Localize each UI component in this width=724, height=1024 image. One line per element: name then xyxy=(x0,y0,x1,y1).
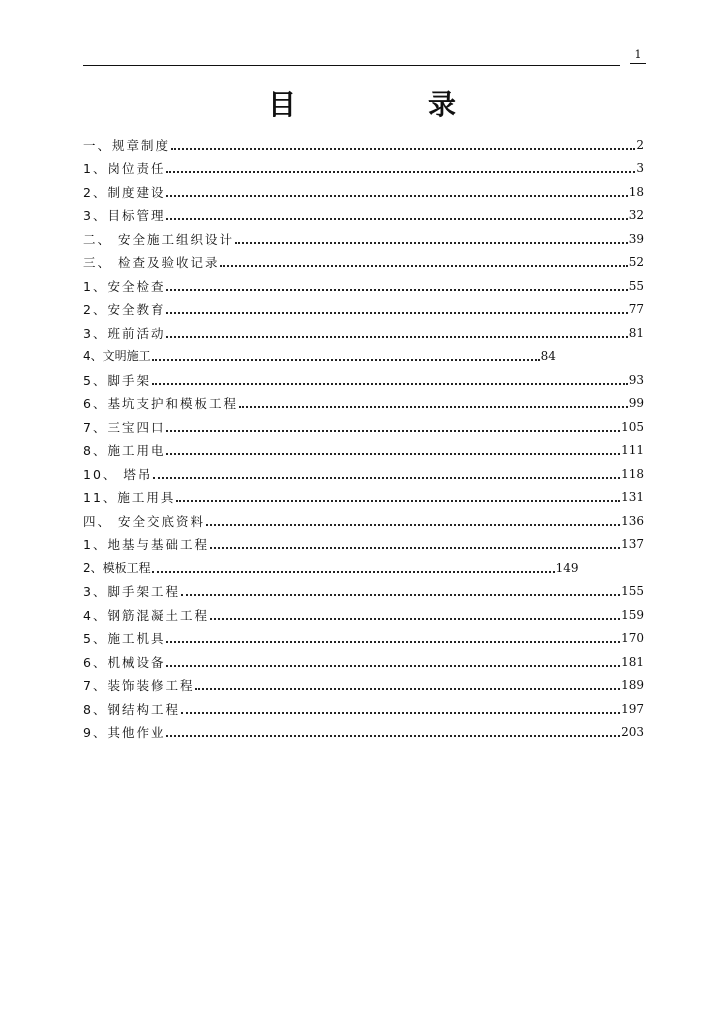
toc-entry-label: 6、基坑支护和模板工程 xyxy=(83,396,238,411)
toc-dot-leader xyxy=(176,500,620,502)
toc-entry-label: 三、 检查及验收记录 xyxy=(83,255,220,270)
table-of-contents xyxy=(83,130,644,741)
toc-dot-leader xyxy=(152,383,628,385)
toc-entry-label: 5、脚手架 xyxy=(83,372,151,388)
toc-dot-leader xyxy=(166,171,635,173)
toc-dot-leader xyxy=(235,242,628,244)
toc-dot-leader xyxy=(220,265,627,267)
toc-entry-page: 136 xyxy=(621,513,644,528)
toc-entry[interactable] xyxy=(83,248,644,272)
toc-entry-label: 4、钢筋混凝土工程 xyxy=(83,607,209,623)
toc-dot-leader xyxy=(206,524,620,526)
toc-entry-label: 5、施工机具 xyxy=(83,631,166,646)
toc-entry[interactable] xyxy=(83,318,644,342)
toc-entry-page: 81 xyxy=(628,325,644,340)
toc-entry-page: 32 xyxy=(628,208,644,222)
toc-dot-leader xyxy=(166,735,620,737)
toc-entry[interactable] xyxy=(83,506,644,530)
toc-dot-leader xyxy=(181,594,620,596)
toc-entry-label: 9、其他作业 xyxy=(83,725,166,740)
toc-entry[interactable] xyxy=(83,647,644,671)
toc-dot-leader xyxy=(171,148,635,150)
toc-entry-label: 2、制度建设 xyxy=(83,184,166,200)
toc-entry[interactable] xyxy=(83,436,644,460)
toc-entry-label: 3、班前活动 xyxy=(83,325,166,341)
toc-entry-page: 159 xyxy=(621,607,644,622)
toc-entry-label: 2、安全教育 xyxy=(83,302,166,317)
page-title xyxy=(0,88,724,122)
toc-entry[interactable] xyxy=(83,130,644,154)
toc-dot-leader xyxy=(152,359,540,361)
toc-dot-leader xyxy=(153,477,620,479)
toc-dot-leader xyxy=(210,547,620,549)
toc-entry-page: 18 xyxy=(628,184,644,199)
toc-entry[interactable] xyxy=(83,365,644,389)
toc-entry-page: 203 xyxy=(621,725,644,739)
toc-entry[interactable] xyxy=(83,154,644,178)
header-rule xyxy=(83,65,620,66)
toc-entry-page: 155 xyxy=(621,584,644,598)
toc-entry[interactable] xyxy=(83,530,644,554)
toc-entry-page: 170 xyxy=(621,631,644,645)
toc-entry-page: 118 xyxy=(621,466,644,481)
toc-entry[interactable] xyxy=(83,177,644,201)
title-char-2: 录 xyxy=(428,88,457,121)
toc-entry[interactable] xyxy=(83,577,644,601)
toc-entry[interactable] xyxy=(83,271,644,295)
toc-entry-page: 52 xyxy=(628,255,644,269)
toc-entry-page: 197 xyxy=(621,701,644,716)
page-number: 1 xyxy=(630,48,646,64)
toc-dot-leader xyxy=(166,665,620,667)
toc-entry-label: 一、规章制度 xyxy=(83,137,171,153)
toc-entry[interactable] xyxy=(83,671,644,695)
toc-dot-leader xyxy=(210,618,620,620)
toc-entry-page: 99 xyxy=(628,396,644,410)
toc-entry[interactable] xyxy=(83,553,644,577)
title-char-1: 目 xyxy=(268,88,297,121)
toc-entry[interactable] xyxy=(83,483,644,507)
toc-entry-page: 39 xyxy=(628,231,644,246)
toc-entry-label: 4、文明施工 xyxy=(83,349,151,363)
toc-dot-leader xyxy=(166,312,627,314)
toc-entry[interactable] xyxy=(83,412,644,436)
toc-dot-leader xyxy=(152,571,555,573)
toc-dot-leader xyxy=(166,641,620,643)
toc-entry[interactable] xyxy=(83,718,644,742)
toc-dot-leader xyxy=(195,688,620,690)
toc-entry-page: 55 xyxy=(628,278,644,293)
toc-entry-page: 2 xyxy=(636,137,644,152)
toc-entry-label: 四、 安全交底资料 xyxy=(83,513,205,529)
toc-entry-page: 3 xyxy=(636,161,644,175)
toc-entry-label: 3、脚手架工程 xyxy=(83,584,180,599)
toc-entry-label: 7、装饰装修工程 xyxy=(83,678,195,693)
toc-dot-leader xyxy=(166,430,620,432)
toc-entry-page: 181 xyxy=(621,654,644,669)
toc-entry-label: 6、机械设备 xyxy=(83,654,166,670)
toc-entry-label: 8、施工用电 xyxy=(83,443,166,458)
toc-dot-leader xyxy=(181,712,620,714)
toc-dot-leader xyxy=(166,453,620,455)
toc-dot-leader xyxy=(166,289,627,291)
toc-entry-label: 3、目标管理 xyxy=(83,208,166,223)
toc-entry-page: 93 xyxy=(628,372,644,387)
toc-entry-label: 2、模板工程 xyxy=(83,560,151,575)
toc-entry-page: 111 xyxy=(621,443,644,457)
toc-entry-page: 149 xyxy=(555,560,579,575)
toc-entry-label: 10、 塔吊 xyxy=(83,466,153,482)
toc-entry-page: 131 xyxy=(621,490,644,504)
toc-entry-label: 1、地基与基础工程 xyxy=(83,537,209,552)
toc-entry[interactable] xyxy=(83,600,644,624)
toc-entry[interactable] xyxy=(83,295,644,319)
toc-entry[interactable] xyxy=(83,201,644,225)
toc-entry[interactable] xyxy=(83,389,644,413)
toc-entry-label: 1、安全检查 xyxy=(83,278,166,294)
toc-entry-label: 1、岗位责任 xyxy=(83,161,166,176)
toc-entry[interactable] xyxy=(83,694,644,718)
toc-entry-label: 8、钢结构工程 xyxy=(83,701,180,717)
toc-entry-page: 137 xyxy=(621,537,644,551)
toc-entry-label: 11、施工用具 xyxy=(83,490,176,505)
toc-entry-label: 7、三宝四口 xyxy=(83,419,166,435)
toc-entry-page: 189 xyxy=(621,678,644,692)
toc-entry-page: 77 xyxy=(628,302,644,316)
toc-dot-leader xyxy=(239,406,628,408)
toc-dot-leader xyxy=(166,336,627,338)
toc-dot-leader xyxy=(166,218,627,220)
toc-entry[interactable] xyxy=(83,342,644,366)
toc-entry-page: 105 xyxy=(621,419,644,434)
toc-entry[interactable] xyxy=(83,624,644,648)
toc-entry-page: 84 xyxy=(540,349,556,363)
toc-entry[interactable] xyxy=(83,224,644,248)
toc-entry-label: 二、 安全施工组织设计 xyxy=(83,231,234,247)
toc-dot-leader xyxy=(166,195,627,197)
toc-entry[interactable] xyxy=(83,459,644,483)
